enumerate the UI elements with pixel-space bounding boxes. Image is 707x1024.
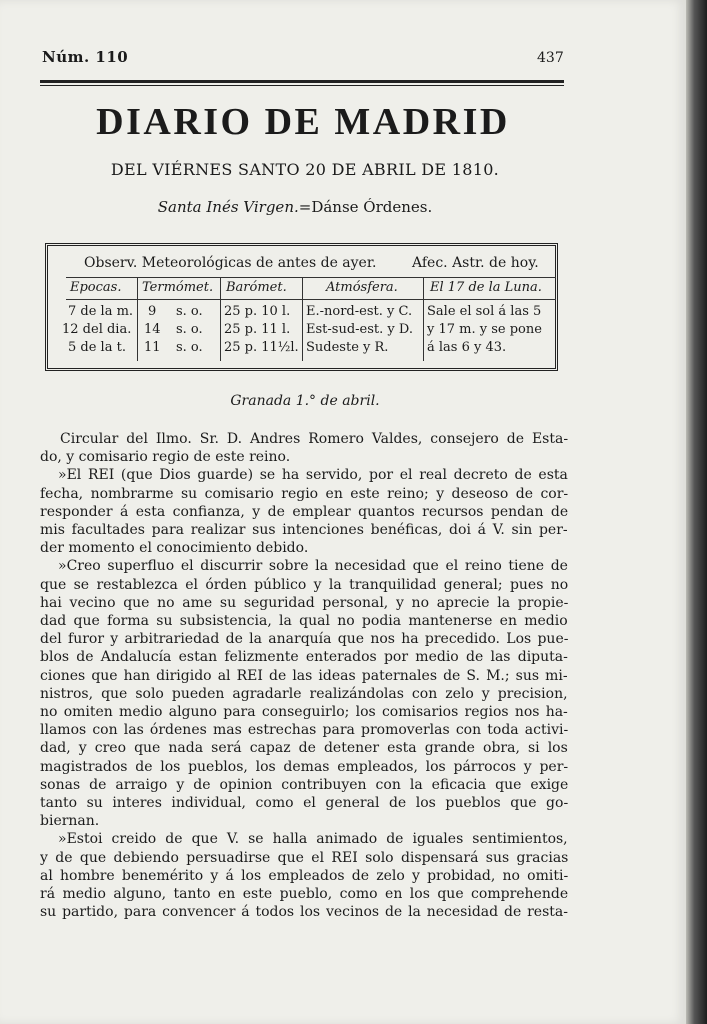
row2-term-unit: s. o. [176,322,203,337]
row2-atmos: Est-sud-est. y D. [306,322,413,337]
text-line: »Estoi creido de que V. se halla animado de iguales sentimientos, [58,831,568,848]
text-line: magistrados de los pueblos, los demas empleados, los párrocos y per- [40,758,568,775]
table-column-rule [220,278,221,361]
text-line: su partido, para convencer á todos los vecinos de la necesidad de resta- [40,904,568,921]
header-rule [40,80,564,83]
row1-epoca: 7 de la m. [68,304,134,319]
text-line: ciones que han dirigido al REI de las ideas paternales de S. M.; sus mi- [40,667,568,684]
masthead-title: DIARIO DE MADRID [96,101,510,143]
col-barometro: Barómet. [226,280,287,295]
article-body [40,430,568,921]
row3-term-unit: s. o. [176,340,203,355]
row1-barom: 25 p. 10 l. [224,304,291,319]
text-line: y de que debiendo persuadirse que el REI solo dispensará sus gracias [40,849,568,866]
weather-table [45,243,558,371]
text-line: biernan. [40,813,100,830]
text-line: do, y comisario regio de este reino. [40,449,291,466]
row3-epoca: 5 de la t. [68,340,126,355]
saint-name: Santa Inés Virgen. [157,198,299,216]
text-line: sonas de arraigo y de opinion contribuyen con la eficacia que exige [40,776,568,793]
saint-line [40,198,550,216]
text-line: dad que forma su subsistencia, la qual no podia mantenerse en medio [40,613,568,630]
saint-suffix: =Dánse Órdenes. [298,198,433,216]
text-line: mis facultades para realizar sus intenciones benéficas, doi á V. sin per- [40,522,568,539]
text-line: fecha, nombrarme su comisario regio en este reino; y deseoso de cor- [40,485,568,502]
table-column-rule [302,278,303,361]
table-divider [66,277,556,278]
row1-term-unit: s. o. [176,304,203,319]
row2-term: 14 [144,322,161,337]
text-line: al hombre benemérito y á los empleados de zelo y probidad, no omiti- [40,867,568,884]
col-epocas: Epocas. [70,280,122,295]
text-line: nistros, que solo pueden agradarle realizándolas con zelo y precision, [40,685,568,702]
text-line: no omiten medio alguno para conseguirlo; los comisarios regios nos ha- [40,704,568,721]
table-column-rule [137,278,138,361]
row1-luna: Sale el sol á las 5 [427,304,542,319]
col-atmosfera: Atmósfera. [326,280,398,295]
text-line: que se restablezca el órden público y la tranquilidad general; pues no [40,576,568,593]
row1-atmos: E.-nord-est. y C. [306,304,413,319]
text-line: blos de Andalucía estan felizmente enterados por medio de las diputa- [40,649,568,666]
weather-heading-left: Observ. Meteorológicas de antes de ayer. [84,255,377,271]
row2-epoca: 12 del dia. [62,322,132,337]
row3-atmos: Sudeste y R. [306,340,389,355]
date-line: DEL VIÉRNES SANTO 20 DE ABRIL DE 1810. [110,160,500,179]
row3-term: 11 [144,340,161,355]
text-line: »Creo superfluo el discurrir sobre la necesidad que el reino tiene de [58,558,568,575]
col-termometro: Termómet. [142,280,214,295]
text-line: »El REI (que Dios guarde) se ha servido, por el real decreto de esta [58,467,568,484]
text-line: hai vecino que no ame su seguridad personal, y no aprecie la propie- [40,594,568,611]
text-line: llamos con las órdenes mas estrechas para promoverlas con toda activi- [40,722,568,739]
header-rule-thin [40,85,564,86]
row3-barom: 25 p. 11½l. [224,340,299,355]
article-dateline: Granada 1.° de abril. [230,393,380,409]
text-line: tanto su interes individual, como el general de los pueblos que go- [40,795,568,812]
text-line: dad, y creo que nada será capaz de detener esta grande obra, si los [40,740,568,757]
table-divider [66,299,556,300]
page-edge [686,0,707,1024]
text-line: rá medio alguno, tanto en este pueblo, como en los que comprehende [40,886,568,903]
page-number: 437 [537,50,564,66]
text-line: der momento el conocimiento debido. [40,540,309,557]
row1-term: 9 [148,304,157,319]
col-luna: El 17 de la Luna. [430,280,542,295]
table-column-rule [423,278,424,361]
text-line: Circular del Ilmo. Sr. D. Andres Romero Valdes, consejero de Esta- [60,431,568,447]
row3-luna: á las 6 y 43. [427,340,507,355]
weather-heading-right: Afec. Astr. de hoy. [412,255,539,271]
row2-barom: 25 p. 11 l. [224,322,291,337]
issue-number: Núm. 110 [42,48,129,66]
text-line: responder á esta confianza, y de emplear quantos recursos pendan de [40,503,568,520]
text-line: del furor y arbitrariedad de la anarquía que nos ha precedido. Los pue- [40,631,568,648]
row2-luna: y 17 m. y se pone [427,322,542,337]
